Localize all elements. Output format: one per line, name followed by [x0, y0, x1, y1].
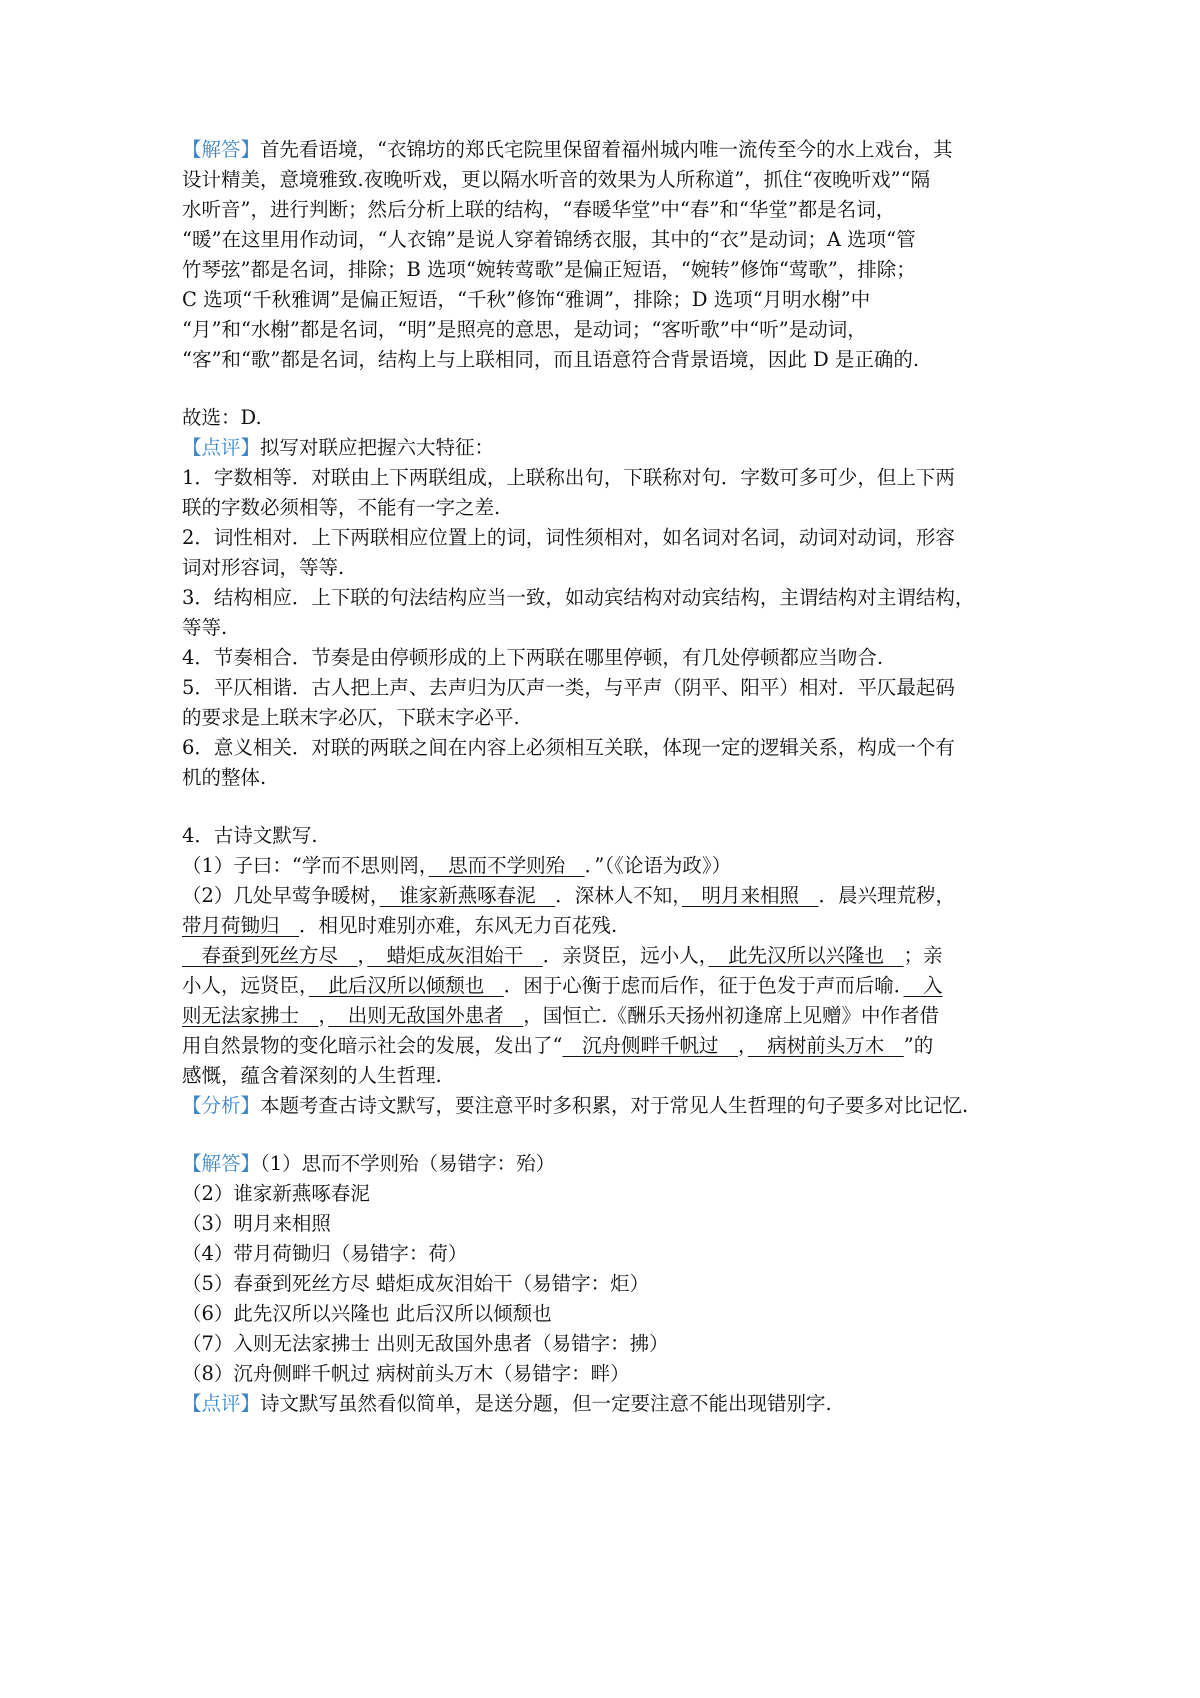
- q3-answer-line: 水听音”，进行判断；然后分析上联的结构，“春暖华堂”中“春”和“华堂”都是名词，: [182, 198, 896, 221]
- question-text: ，: [318, 1004, 329, 1027]
- filled-answer: 沉舟侧畔千帆过: [562, 1034, 738, 1057]
- q3-answer-line: “暖”在这里用作动词，“人衣锦”是说人穿着锦绣衣服，其中的“衣”是动词；A 选项“管: [182, 228, 916, 251]
- q3-answer-line: “月”和“水榭”都是名词，“明”是照亮的意思，是动词；“客听歌”中“听”是动词，: [182, 318, 867, 341]
- filled-answer: 带月荷锄归: [182, 914, 300, 937]
- filled-answer: 蜡炬成灰泪始干: [367, 944, 543, 967]
- question-text: ，: [738, 1034, 748, 1057]
- feature-item: 2．词性相对．上下两联相应位置上的词，词性须相对，如名词对名词，动词对动词，形容: [182, 526, 955, 549]
- q3-choice: 故选：D.: [182, 406, 262, 429]
- q4-item-1: [182, 852, 1042, 880]
- q3-comment-line: [182, 434, 1042, 462]
- q4-item-2: [182, 882, 1042, 910]
- feature-item: 1．字数相等．对联由上下两联组成，上联称出句，下联称对句．字数可多可少，但上下两: [182, 466, 955, 489]
- comment-tag: 【点评】: [182, 1392, 261, 1415]
- q4-item-5: [182, 1002, 1042, 1030]
- answer-item: （8）沉舟侧畔千帆过 病树前头万木（易错字：畔）: [182, 1362, 630, 1385]
- q4-item-2-cont: [182, 912, 1042, 940]
- filled-answer: 此先汉所以兴隆也: [708, 944, 904, 967]
- filled-answer: 思而不学则殆: [428, 854, 585, 877]
- q4-comment-line: [182, 1390, 1042, 1418]
- answer-item: （4）带月荷锄归（易错字：荷）: [182, 1242, 468, 1265]
- q4-analysis-line: [182, 1092, 1042, 1120]
- question-text: ；亲: [903, 944, 943, 967]
- question-text: ，国恒亡.《酬乐天扬州初逢席上见赠》中作者借: [523, 1004, 939, 1027]
- analysis-tag: 【分析】: [182, 1094, 261, 1117]
- question-text: ．”（《论语为政》）: [584, 854, 732, 877]
- answer-item: （7）入则无法家拂士 出则无敌国外患者（易错字：拂）: [182, 1332, 669, 1355]
- feature-item: 等等.: [182, 616, 228, 639]
- filled-answer: 则无法家拂士: [182, 1004, 319, 1027]
- q3-answer-line: 竹琴弦”都是名词，排除；B 选项“婉转莺歌”是偏正短语，“婉转”修饰“莺歌”，排除；: [182, 258, 916, 281]
- comment-tag: 【点评】: [182, 436, 261, 459]
- q3-answer-line: “客”和“歌”都是名词，结构上与上联相同，而且语意符合背景语境，因此 D 是正确的.: [182, 348, 920, 371]
- filled-answer: 此后汉所以倾颓也: [308, 974, 504, 997]
- q3-answer-line: [182, 136, 1042, 164]
- feature-item: 5．平仄相谐．古人把上声、去声归为仄声一类，与平声（阴平、阳平）相对．平仄最起码: [182, 676, 955, 699]
- filled-answer: 春蚕到死丝方尽: [182, 944, 358, 967]
- feature-item: 6．意义相关．对联的两联之间在内容上必须相互关联，体现一定的逻辑关系，构成一个有: [182, 736, 955, 759]
- answer-item: （3）明月来相照: [182, 1212, 331, 1235]
- question-text: ．晨兴理荒秽，: [818, 884, 955, 907]
- answer-tag: 【解答】: [182, 138, 261, 161]
- filled-answer: 谁家新燕啄春泥: [379, 884, 556, 907]
- feature-item: 词对形容词，等等.: [182, 556, 345, 579]
- q4-answer-line: [182, 1150, 1042, 1178]
- question-text: 用自然景物的变化暗示社会的发展，发出了“: [182, 1034, 563, 1057]
- answer-text: 首先看语境，“衣锦坊的郑氏宅院里保留着福州城内唯一流传至今的水上戏台，其: [260, 138, 953, 161]
- answer-tag: 【解答】: [182, 1152, 261, 1175]
- feature-item: 4．节奏相合．节奏是由停顿形成的上下两联在哪里停顿，有几处停顿都应当吻合.: [182, 646, 884, 669]
- question-text: ．困于心衡于虑而后作，征于色发于声而后喻．: [503, 974, 904, 997]
- q4-item-3: [182, 942, 1042, 970]
- question-text: ”的: [903, 1034, 934, 1057]
- comment-text: 拟写对联应把握六大特征：: [260, 436, 495, 459]
- answer-text: （1）思而不学则殆（易错字：殆）: [260, 1152, 556, 1175]
- feature-item: 的要求是上联末字必仄，下联末字必平.: [182, 706, 520, 729]
- filled-answer: 出则无敌国外患者: [328, 1004, 524, 1027]
- filled-answer: 病树前头万木: [747, 1034, 904, 1057]
- question-text: ．深林人不知，: [555, 884, 682, 907]
- answer-item: （2）谁家新燕啄春泥: [182, 1182, 370, 1205]
- question-text: （2）几处早莺争暖树，: [182, 884, 380, 907]
- filled-answer: 明月来相照: [681, 884, 819, 907]
- q4-item-6: [182, 1032, 1042, 1060]
- q4-item-4: [182, 972, 1042, 1000]
- question-text: ．相见时难别亦难，东风无力百花残.: [299, 914, 618, 937]
- question-text: （1）子曰：“学而不思则罔，: [182, 854, 429, 877]
- q3-answer-line: 设计精美，意境雅致.夜晚听戏，更以隔水听音的效果为人所称道”，抓住“夜晚听戏”“隔: [182, 168, 931, 191]
- q3-answer-line: C 选项“千秋雅调”是偏正短语，“千秋”修饰“雅调”，排除；D 选项“月明水榭”中: [182, 288, 871, 311]
- question-text: ．亲贤臣，远小人，: [542, 944, 709, 967]
- answer-item: （5）春蚕到死丝方尽 蜡炬成灰泪始干（易错字：炬）: [182, 1272, 650, 1295]
- question-text: 小人，远贤臣，: [182, 974, 309, 997]
- q4-item-7: 感慨，蕴含着深刻的人生哲理.: [182, 1064, 442, 1087]
- answer-item: （6）此先汉所以兴隆也 此后汉所以倾颓也: [182, 1302, 552, 1325]
- q4-title: 4．古诗文默写.: [182, 824, 318, 847]
- feature-item: 3．结构相应．上下联的句法结构应当一致，如动宾结构对动宾结构，主谓结构对主谓结构，: [182, 586, 975, 609]
- analysis-text: 本题考查古诗文默写，要注意平时多积累，对于常见人生哲理的句子要多对比记忆.: [260, 1094, 969, 1117]
- filled-answer: 入: [903, 974, 943, 997]
- feature-item: 机的整体.: [182, 766, 267, 789]
- comment-text: 诗文默写虽然看似简单，是送分题，但一定要注意不能出现错别字.: [260, 1392, 832, 1415]
- feature-item: 联的字数必须相等，不能有一字之差.: [182, 496, 501, 519]
- question-text: ，: [357, 944, 368, 967]
